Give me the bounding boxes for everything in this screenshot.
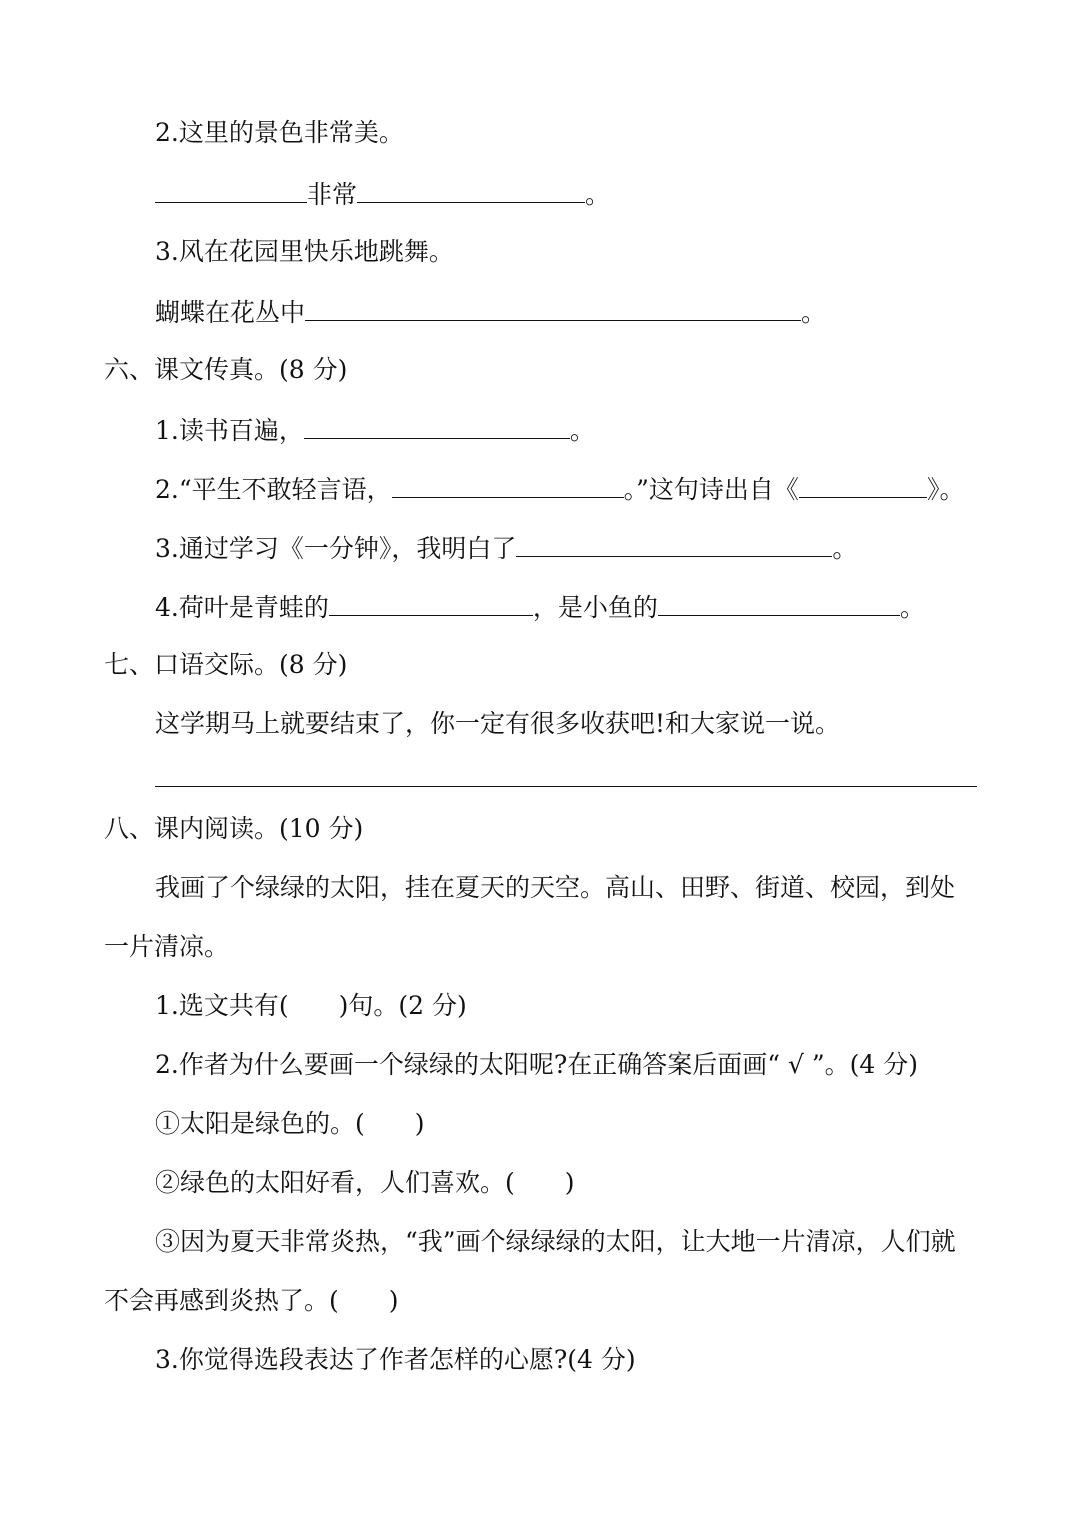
s7-prompt: 这学期马上就要结束了，你一定有很多收获吧!和大家说一说。 xyxy=(155,709,841,738)
s5-q3-answer-line xyxy=(155,294,826,330)
prefix-text: 2.“平生不敢轻言语， xyxy=(155,475,392,504)
s8-q3: 3.你觉得选段表达了作者怎样的心愿?(4 分) xyxy=(155,1345,636,1374)
prefix-text: 1.读书百遍， xyxy=(155,416,304,445)
mid-text: ，是小鱼的 xyxy=(532,593,658,622)
answer-line[interactable] xyxy=(155,786,977,787)
answer-blank[interactable] xyxy=(304,412,570,439)
answer-blank[interactable] xyxy=(799,471,927,498)
s5-q2-answer-line xyxy=(155,176,610,212)
punctuation: 。 xyxy=(585,180,611,209)
section8-title: 八、课内阅读。(10 分) xyxy=(104,814,364,843)
s5-q2-text: 2.这里的景色非常美。 xyxy=(155,118,404,147)
punctuation: 》。 xyxy=(926,475,965,504)
prefix-text: 3.通过学习《一分钟》，我明白了 xyxy=(155,534,517,563)
prefix-text: 蝴蝶在花丛中 xyxy=(155,298,306,327)
answer-blank[interactable] xyxy=(357,176,585,203)
s6-q1 xyxy=(155,412,595,448)
s6-q2 xyxy=(155,471,964,507)
answer-blank[interactable] xyxy=(155,176,307,203)
s8-option-3-line-2[interactable]: 不会再感到炎热了。( ) xyxy=(104,1286,399,1315)
answer-blank[interactable] xyxy=(305,294,801,321)
passage-line-1: 我画了个绿绿的太阳，挂在夏天的天空。高山、田野、街道、校园，到处 xyxy=(155,873,956,902)
s8-option-1[interactable]: ①太阳是绿色的。( ) xyxy=(155,1109,425,1138)
prefix-text: 4.荷叶是青蛙的 xyxy=(155,593,329,622)
answer-blank[interactable] xyxy=(658,589,900,616)
punctuation: 。 xyxy=(569,416,595,445)
punctuation: 。 xyxy=(801,298,827,327)
s8-option-3-line-1[interactable]: ③因为夏天非常炎热，“我”画个绿绿绿的太阳，让大地一片清凉，人们就 xyxy=(155,1227,956,1256)
section6-title: 六、课文传真。(8 分) xyxy=(104,355,348,384)
section7-title: 七、口语交际。(8 分) xyxy=(104,650,348,679)
answer-blank[interactable] xyxy=(516,530,832,557)
blank-connector-text: 非常 xyxy=(307,180,358,209)
s8-q2: 2.作者为什么要画一个绿绿的太阳呢?在正确答案后面画“ √ ”。(4 分) xyxy=(155,1050,919,1079)
answer-blank[interactable] xyxy=(392,471,624,498)
s6-q3 xyxy=(155,530,857,566)
s8-q1: 1.选文共有( )句。(2 分) xyxy=(155,991,467,1020)
punctuation: 。 xyxy=(899,593,925,622)
answer-blank[interactable] xyxy=(329,589,533,616)
s5-q3-text: 3.风在花园里快乐地跳舞。 xyxy=(155,237,454,266)
mid-text: 。”这句诗出自《 xyxy=(623,475,799,504)
s8-option-2[interactable]: ②绿色的太阳好看，人们喜欢。( ) xyxy=(155,1168,575,1197)
passage-line-2: 一片清凉。 xyxy=(104,932,230,961)
s6-q4 xyxy=(155,589,925,625)
punctuation: 。 xyxy=(832,534,858,563)
